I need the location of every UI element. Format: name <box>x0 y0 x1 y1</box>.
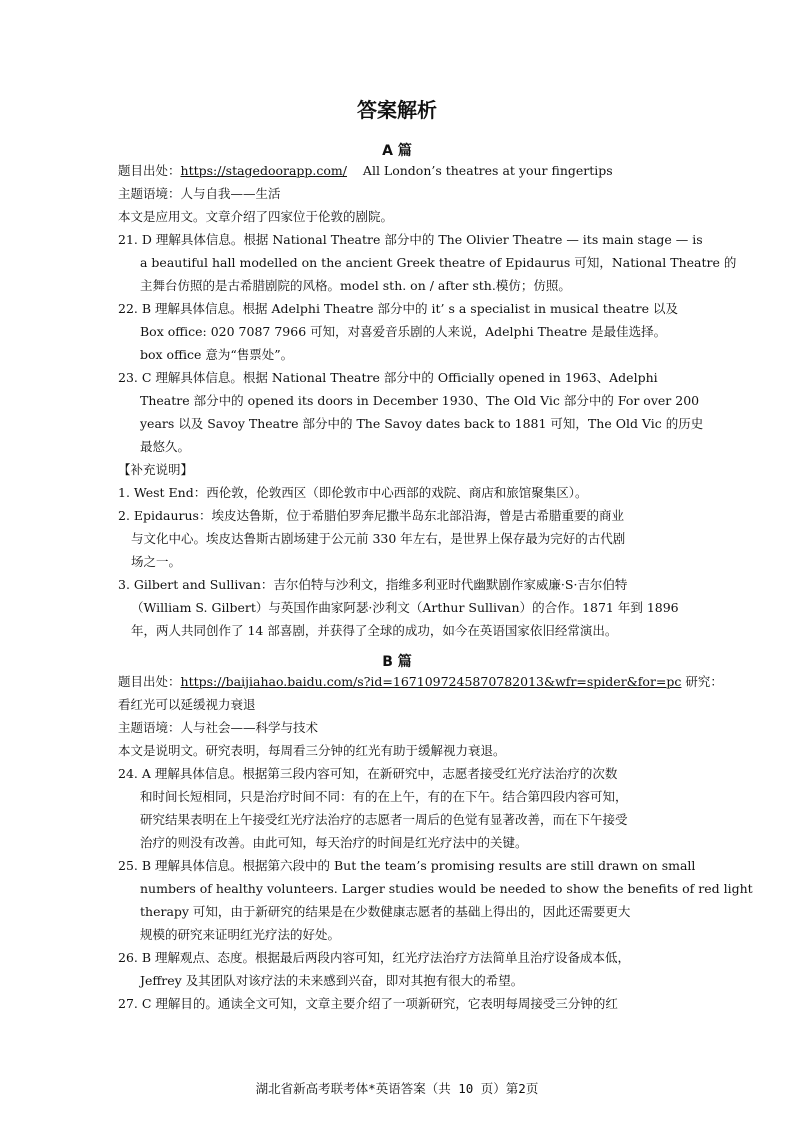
note-line: 3. Gilbert and Sullivan：吉尔伯特与沙利文，指维多利亚时代幽默剧作家威廉·S·吉尔伯特 <box>118 577 628 592</box>
q24-line: 24. A 理解具体信息。根据第三段内容可知，在新研究中，志愿者接受红光疗法治疗的次数 <box>118 766 618 781</box>
q25-line: numbers of healthy volunteers. Larger studies would be needed to show the benefits of red light <box>140 881 753 896</box>
source-label: 题目出处： <box>118 674 181 689</box>
q21-line: a beautiful hall modelled on the ancient Greek theatre of Epidaurus 可知，National Theatre 的 <box>140 255 737 270</box>
q22-line: box office 意为“售票处”。 <box>140 347 294 362</box>
q21-line: 21. D 理解具体信息。根据 National Theatre 部分中的 The Olivier Theatre — its main stage — is <box>118 232 703 247</box>
section-a-source <box>118 163 613 179</box>
source-after: 研究： <box>685 674 723 689</box>
q26-line: Jeffrey 及其团队对该疗法的未来感到兴奋，即对其抱有很大的希望。 <box>140 973 524 988</box>
q21-line: 主舞台仿照的是古希腊剧院的风格。model sth. on / after sth.模仿；仿照。 <box>140 278 571 293</box>
q22-line: 22. B 理解具体信息。根据 Adelphi Theatre 部分中的 it’ s a specialist in musical theatre 以及 <box>118 301 679 316</box>
note-line: 1. West End：西伦敦，伦敦西区（即伦敦市中心西部的戏院、商店和旅馆聚集区）。 <box>118 485 588 500</box>
q25-line: 25. B 理解具体信息。根据第六段中的 But the team’s promising results are still drawn on small <box>118 858 696 873</box>
section-b-source-cont: 看红光可以延缓视力衰退 <box>118 697 256 712</box>
q23-line: Theatre 部分中的 opened its doors in December 1930、The Old Vic 部分中的 For over 200 <box>140 393 700 408</box>
q22-line: Box office: 020 7087 7966 可知，对喜爱音乐剧的人来说，Adelphi Theatre 是最佳选择。 <box>140 324 667 339</box>
q27-line: 27. C 理解目的。通读全文可知，文章主要介绍了一项新研究，它表明每周接受三分钟的红 <box>118 996 618 1011</box>
section-a-theme: 主题语境：人与自我——生活 <box>118 186 281 201</box>
section-b-intro: 本文是说明文。研究表明，每周看三分钟的红光有助于缓解视力衰退。 <box>118 743 506 758</box>
section-b-heading: B 篇 <box>382 654 412 670</box>
page-footer: 湖北省新高考联考体*英语答案（共 10 页）第2页 <box>255 1081 539 1096</box>
note-line: 年，两人共同创作了 14 部喜剧，并获得了全球的成功，如今在英语国家依旧经常演出。 <box>131 623 618 638</box>
q25-line: 规模的研究来证明红光疗法的好处。 <box>140 927 341 942</box>
q24-line: 研究结果表明在上午接受红光疗法治疗的志愿者一周后的色觉有显著改善，而在下午接受 <box>140 812 628 827</box>
section-a-intro: 本文是应用文。文章介绍了四家位于伦敦的剧院。 <box>118 209 394 224</box>
q23-line: years 以及 Savoy Theatre 部分中的 The Savoy dates back to 1881 可知，The Old Vic 的历史 <box>140 416 704 431</box>
supplement-heading: 【补充说明】 <box>118 462 194 477</box>
note-line: 场之一。 <box>131 554 182 569</box>
q23-line: 最悠久。 <box>140 439 191 454</box>
source-label: 题目出处： <box>118 163 181 178</box>
q24-line: 治疗的则没有改善。由此可知，每天治疗的时间是红光疗法中的关键。 <box>140 835 528 850</box>
source-link[interactable]: https://baijiahao.baidu.com/s?id=1671097245870782013&wfr=spider&for=pc <box>180 674 682 689</box>
source-title: All London’s theatres at your fingertips <box>362 163 613 178</box>
page-title: 答案解析 <box>357 98 437 122</box>
section-a-heading: A 篇 <box>382 143 412 159</box>
section-b-theme: 主题语境：人与社会——科学与技术 <box>118 720 319 735</box>
q26-line: 26. B 理解观点、态度。根据最后两段内容可知，红光疗法治疗方法简单且治疗设备成本低， <box>118 950 631 965</box>
note-line: 与文化中心。埃皮达鲁斯古剧场建于公元前 330 年左右，是世界上保存最为完好的古代剧 <box>131 531 626 546</box>
source-link[interactable]: https://stagedoorapp.com/ <box>180 163 348 178</box>
q24-line: 和时间长短相同，只是治疗时间不同：有的在上午，有的在下午。结合第四段内容可知， <box>140 789 628 804</box>
section-b-source <box>118 674 723 690</box>
note-line: （William S. Gilbert）与英国作曲家阿瑟·沙利文（Arthur Sullivan）的合作。1871 年到 1896 <box>131 600 679 615</box>
q23-line: 23. C 理解具体信息。根据 National Theatre 部分中的 Officially opened in 1963、Adelphi <box>118 370 658 385</box>
q25-line: therapy 可知，由于新研究的结果是在少数健康志愿者的基础上得出的，因此还需要更大 <box>140 904 631 919</box>
note-line: 2. Epidaurus：埃皮达鲁斯，位于希腊伯罗奔尼撒半岛东北部沿海，曾是古希腊重要的商业 <box>118 508 624 523</box>
